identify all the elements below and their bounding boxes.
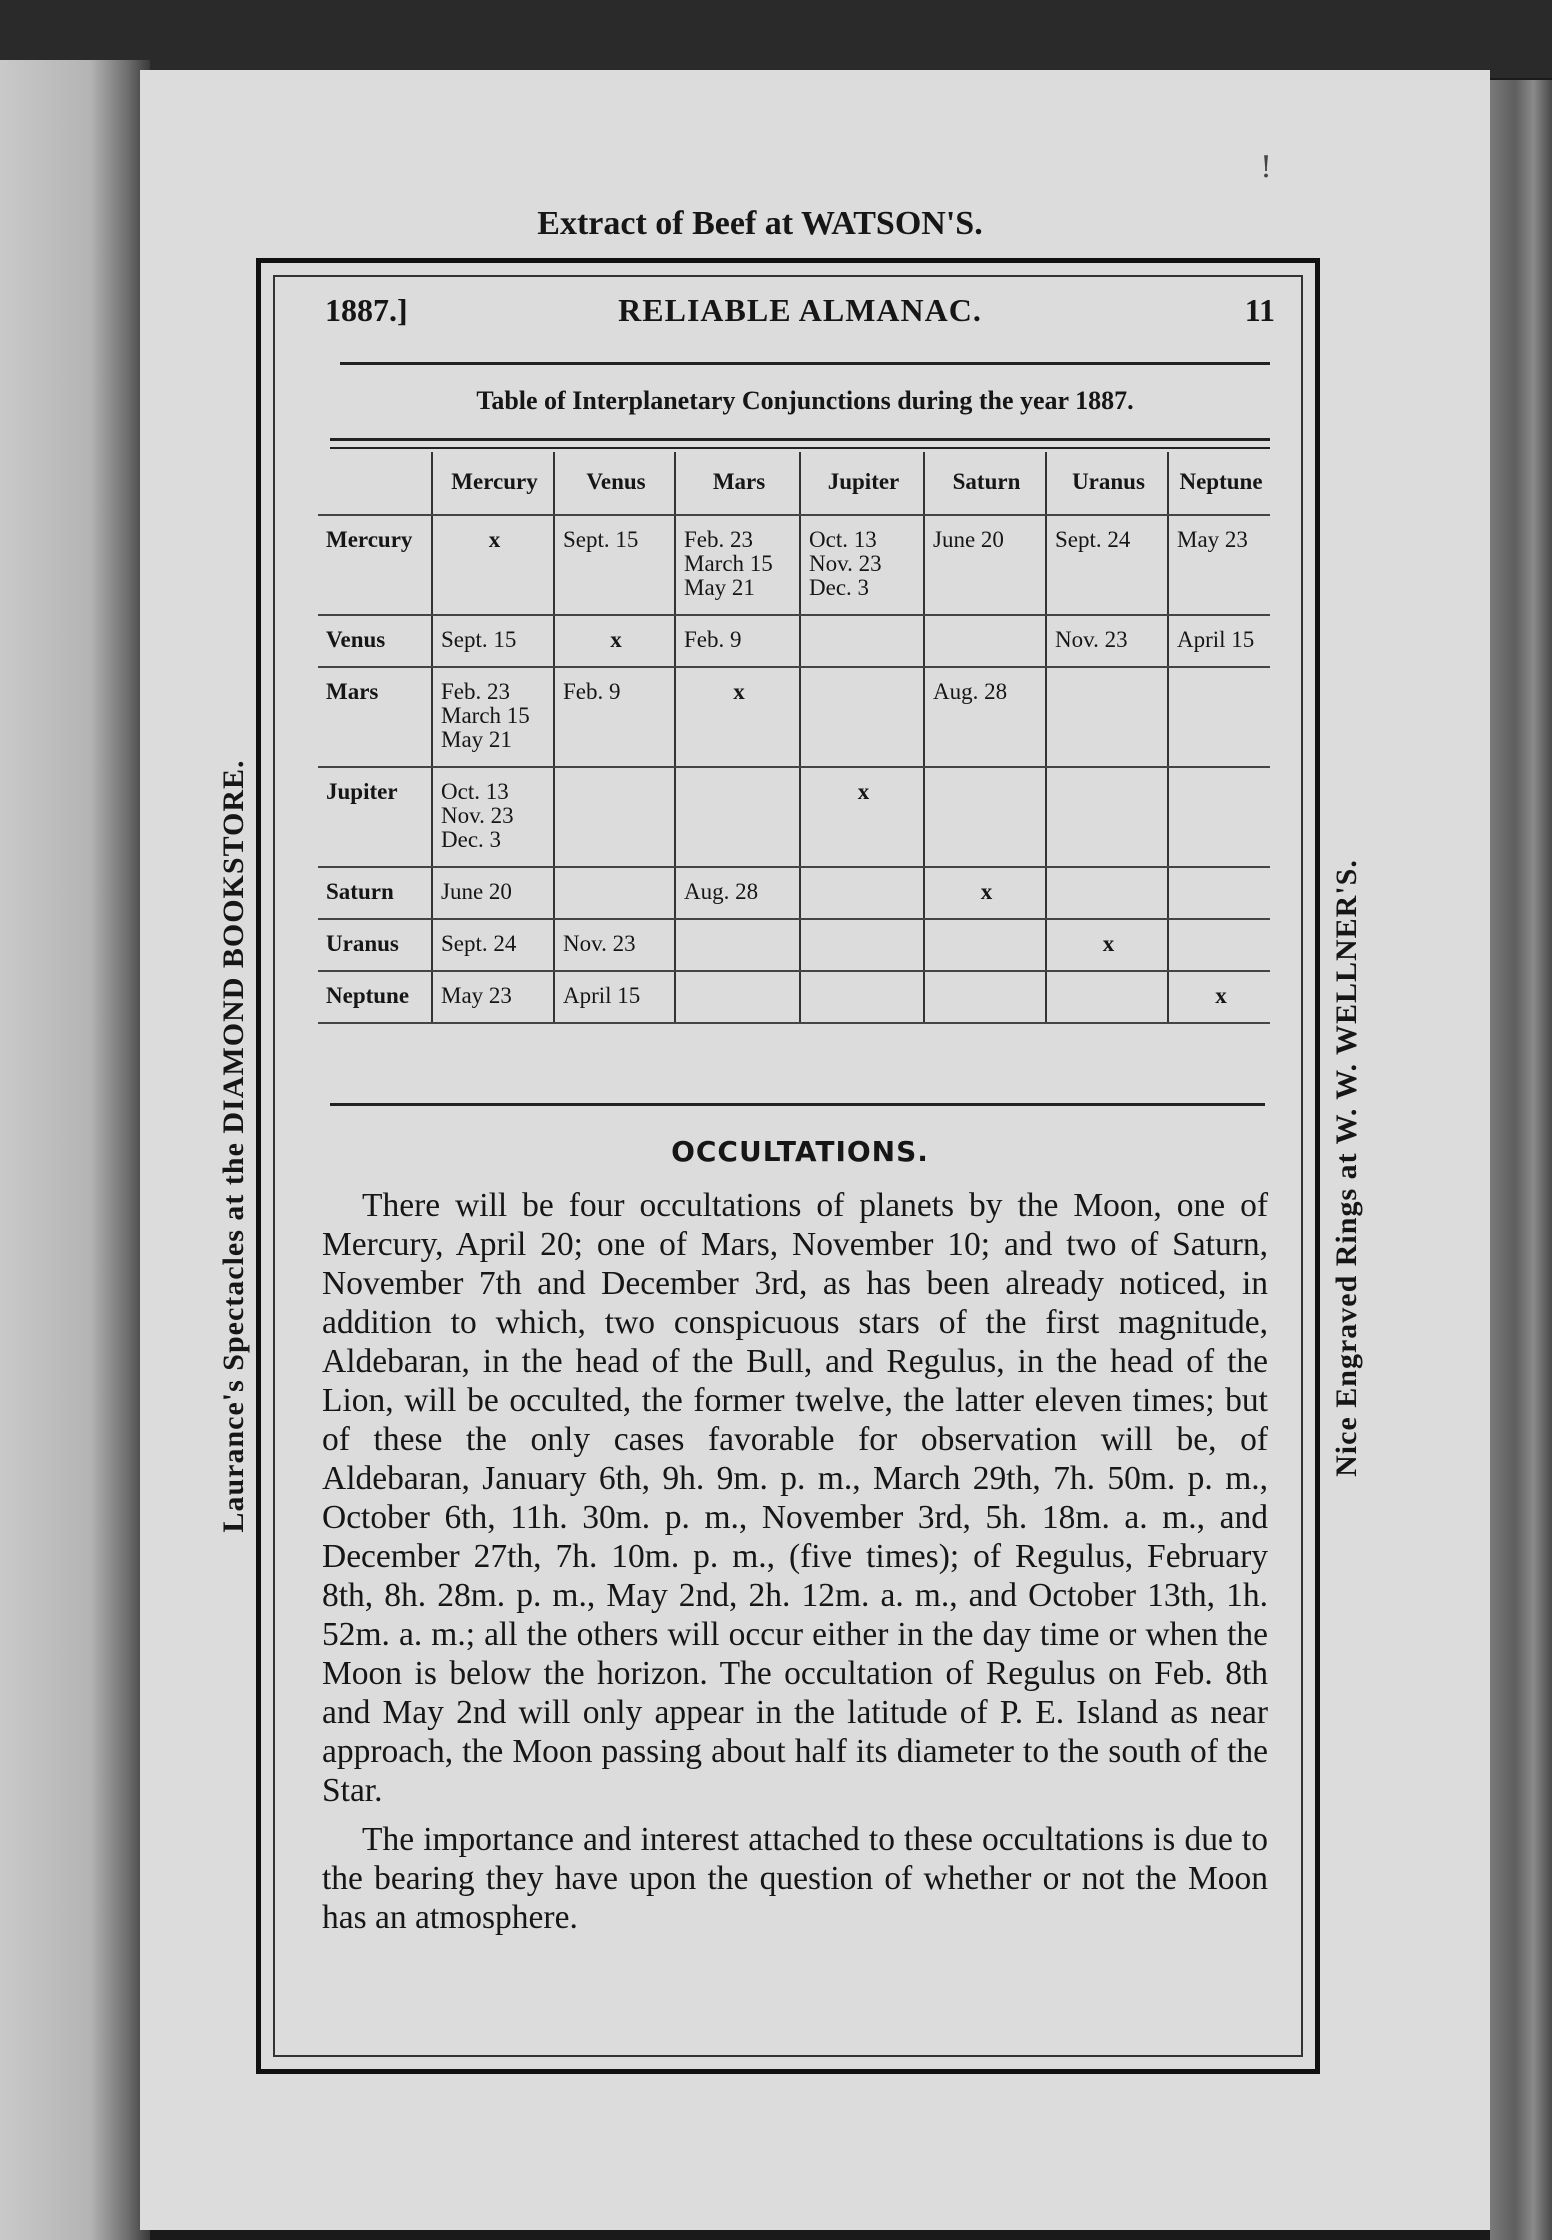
- table-title: Table of Interplanetary Conjunctions during the year 1887.: [476, 386, 1134, 415]
- table-cell: Sept. 24: [432, 919, 554, 971]
- corner-cell: [318, 452, 432, 515]
- table-cell: x: [1168, 971, 1270, 1023]
- conjunctions-table: [318, 452, 1270, 1024]
- table-cell: [924, 919, 1046, 971]
- column-header: Neptune: [1168, 452, 1270, 515]
- table-cell: [800, 615, 924, 667]
- table-row: [318, 615, 1270, 667]
- table-cell: [1168, 919, 1270, 971]
- table-cell: Oct. 13 Nov. 23 Dec. 3: [432, 767, 554, 867]
- table-cell: Feb. 23 March 15 May 21: [675, 515, 800, 615]
- table-cell: Feb. 9: [554, 667, 675, 767]
- column-header: Uranus: [1046, 452, 1168, 515]
- occultations-text: [322, 1186, 1268, 1947]
- facing-page-edge: [0, 60, 150, 2240]
- table-cell: April 15: [1168, 615, 1270, 667]
- left-advertisement: Laurance's Spectacles at the DIAMOND BOOKSTORE.: [217, 759, 250, 1533]
- header-rule: [340, 362, 1270, 365]
- table-cell: [1168, 867, 1270, 919]
- table-cell: [800, 867, 924, 919]
- table-cell: [1046, 767, 1168, 867]
- column-header: Jupiter: [800, 452, 924, 515]
- table-cell: x: [924, 867, 1046, 919]
- table-cell: [800, 919, 924, 971]
- table-cell: Feb. 23 March 15 May 21: [432, 667, 554, 767]
- table-cell: [924, 971, 1046, 1023]
- table-cell: [800, 667, 924, 767]
- table-row: [318, 515, 1270, 615]
- scan-top-border: [0, 0, 1552, 78]
- table-cell: [1046, 667, 1168, 767]
- table-header-row: [318, 452, 1270, 515]
- table-cell: Aug. 28: [675, 867, 800, 919]
- occultations-heading: OCCULTATIONS.: [671, 1135, 929, 1168]
- table-cell: Feb. 9: [675, 615, 800, 667]
- page-number: 11: [1244, 292, 1275, 328]
- running-header: [325, 292, 1275, 336]
- table-row: [318, 667, 1270, 767]
- column-header: Venus: [554, 452, 675, 515]
- stray-mark: !: [1260, 150, 1273, 185]
- table-cell: x: [675, 667, 800, 767]
- table-cell: x: [554, 615, 675, 667]
- table-cell: [800, 971, 924, 1023]
- table-cell: [675, 767, 800, 867]
- table-row: [318, 919, 1270, 971]
- table-cell: Oct. 13 Nov. 23 Dec. 3: [800, 515, 924, 615]
- column-header: Saturn: [924, 452, 1046, 515]
- row-header: Saturn: [318, 867, 432, 919]
- top-advertisement: Extract of Beef at WATSON'S.: [537, 205, 983, 242]
- header-year: 1887.]: [325, 292, 408, 328]
- table-bottom-rule: [330, 1103, 1265, 1106]
- table-cell: Nov. 23: [554, 919, 675, 971]
- table-cell: June 20: [924, 515, 1046, 615]
- row-header: Jupiter: [318, 767, 432, 867]
- table-cell: [1046, 971, 1168, 1023]
- table-cell: Sept. 24: [1046, 515, 1168, 615]
- column-header: Mercury: [432, 452, 554, 515]
- header-title: RELIABLE ALMANAC.: [618, 292, 982, 328]
- paragraph: The importance and interest attached to these occultations is due to the bearing they have upon the question of whether or not the Moon has an atmosphere.: [322, 1821, 1268, 1936]
- paragraph: There will be four occultations of planets by the Moon, one of Mercury, April 20; one of Mars, November 10; and two of Saturn, November 7th and December 3rd, as has been already noticed, in addition to which, two conspicuous stars of the first magnitude, Aldebaran, in the head of the Bull, and Regulus, in the head of the Lion, will be occulted, the former twelve, the latter eleven times; but of these the only cases favorable for observation will be, of Aldebaran, January 6th, 9h. 9m. p. m., March 29th, 7h. 50m. p. m., October 6th, 11h. 30m. p. m., November 3rd, 5h. 18m. a. m., and December 27th, 7h. 10m. p. m., (five times); of Regulus, February 8th, 8h. 28m. p. m., May 2nd, 2h. 12m. a. m., and October 13th, 1h. 52m. a. m.; all the others will occur either in the day time or when the Moon is below the horizon. The occultation of Regulus on Feb. 8th and May 2nd will only appear in the latitude of P. E. Island as near approach, the Moon passing about half its diameter to the south of the Star.: [322, 1187, 1268, 1809]
- page-stack-edge: [1490, 80, 1552, 2240]
- row-header: Uranus: [318, 919, 432, 971]
- table-cell: May 23: [1168, 515, 1270, 615]
- row-header: Venus: [318, 615, 432, 667]
- table-cell: [924, 615, 1046, 667]
- table-cell: [675, 971, 800, 1023]
- table-cell: [675, 919, 800, 971]
- table-row: [318, 971, 1270, 1023]
- table-cell: [1168, 667, 1270, 767]
- table-cell: [924, 767, 1046, 867]
- table-cell: Aug. 28: [924, 667, 1046, 767]
- table-cell: Sept. 15: [432, 615, 554, 667]
- table-cell: x: [432, 515, 554, 615]
- row-header: Mercury: [318, 515, 432, 615]
- table-cell: [554, 867, 675, 919]
- table-row: [318, 867, 1270, 919]
- table-cell: [1046, 867, 1168, 919]
- table-top-rule: [330, 438, 1270, 441]
- table-top-rule-thin: [330, 447, 1270, 449]
- table-cell: Nov. 23: [1046, 615, 1168, 667]
- column-header: Mars: [675, 452, 800, 515]
- table-cell: May 23: [432, 971, 554, 1023]
- table-row: [318, 767, 1270, 867]
- table-cell: x: [1046, 919, 1168, 971]
- row-header: Mars: [318, 667, 432, 767]
- table-cell: x: [800, 767, 924, 867]
- table-cell: Sept. 15: [554, 515, 675, 615]
- right-advertisement: Nice Engraved Rings at W. W. WELLNER'S.: [1330, 859, 1363, 1477]
- table-cell: [1168, 767, 1270, 867]
- table-cell: [554, 767, 675, 867]
- row-header: Neptune: [318, 971, 432, 1023]
- table-cell: June 20: [432, 867, 554, 919]
- table-cell: April 15: [554, 971, 675, 1023]
